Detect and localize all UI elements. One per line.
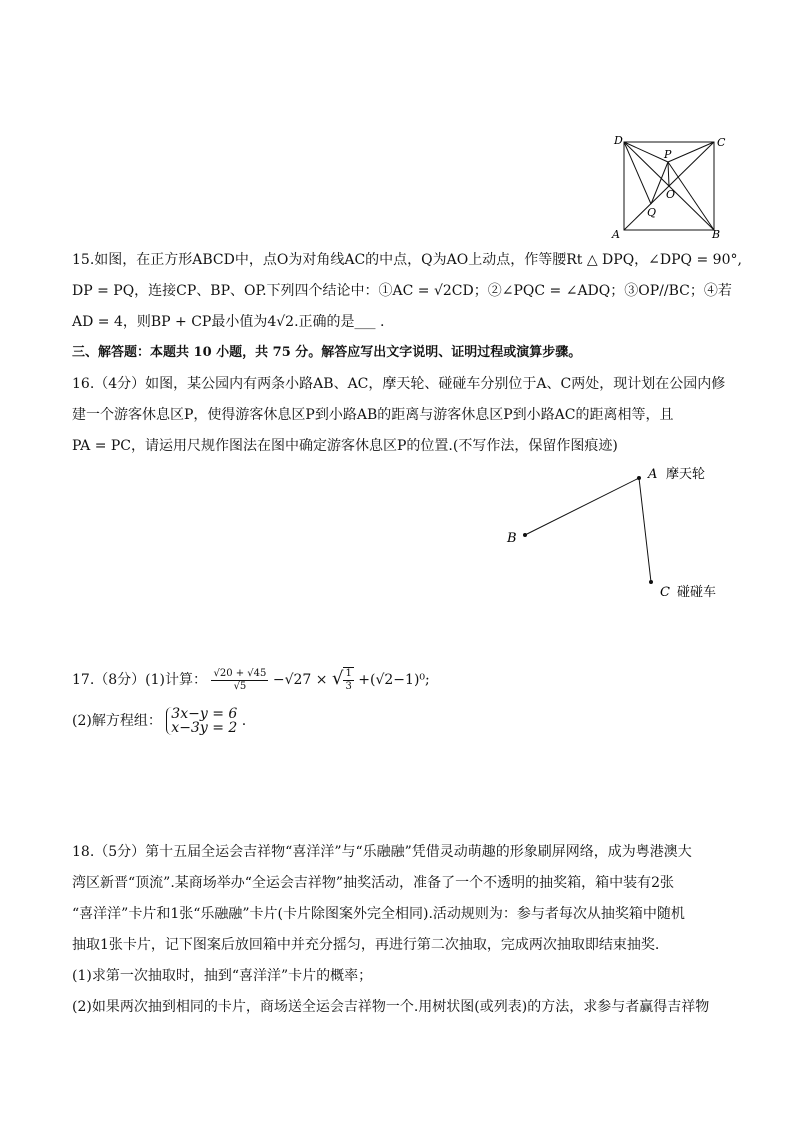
label-c: C xyxy=(717,136,726,149)
q16-paths-figure xyxy=(500,460,740,610)
segment-dp xyxy=(624,142,668,162)
q17-middle-term: −√27 × xyxy=(272,672,328,688)
label-a-name: 摩天轮 xyxy=(666,467,706,482)
section-3-heading: 三、解答题：本题共 10 小题，共 75 分。解答应写出文字说明、证明过程或演算步骤。 xyxy=(72,345,582,360)
q17-part-2 xyxy=(72,706,246,736)
q16-line-3: PA = PC，请运用尺规作图法在图中确定游客休息区P的位置.(不写作法，保留作图痕迹) xyxy=(72,438,618,454)
segment-dq xyxy=(624,142,651,204)
label-q: Q xyxy=(647,206,657,219)
q17-equation-1: 3x−y = 6 xyxy=(171,706,238,722)
q17-equation-2: x−3y = 2 xyxy=(171,720,238,736)
point-a xyxy=(637,476,641,480)
q16-line-2: 建一个游客休息区P，使得游客休息区P到小路AB的距离与游客休息区P到小路AC的距离相等，且 xyxy=(72,407,674,423)
q18-line-6: (2)如果两次抽到相同的卡片，商场送全运会吉祥物一个.用树状图(或列表)的方法，求参与者赢得吉祥物 xyxy=(72,999,710,1015)
q17-fraction-numerator: √20 + √45 xyxy=(213,667,267,679)
q15-square-figure xyxy=(606,130,726,242)
q17-tail: +(√2−1)⁰; xyxy=(358,672,430,688)
path-ac xyxy=(639,478,651,582)
label-a: A xyxy=(612,228,620,241)
q18-line-2: 湾区新晋“顶流”.某商场举办“全运会吉祥物”抽奖活动，准备了一个不透明的抽奖箱，箱中装有2张 xyxy=(72,875,674,891)
q17-sqrt-sign: √ xyxy=(331,668,344,689)
point-b xyxy=(523,533,527,537)
label-b: B xyxy=(507,531,517,546)
path-ab xyxy=(525,478,639,535)
q17-equation-system xyxy=(166,707,237,735)
q17-part-1 xyxy=(72,664,430,695)
label-b: B xyxy=(712,228,721,241)
q15-line-2: DP = PQ，连接CP、BP、OP.下列四个结论中：①AC = √2CD；②∠PQC = ∠ADQ；③OP//BC；④若 xyxy=(72,283,732,299)
label-c-name: 碰碰车 xyxy=(677,585,717,600)
label-o: O xyxy=(666,188,676,201)
q17-fraction-denominator: √5 xyxy=(233,680,247,692)
q17-prefix: 17.（8分）(1)计算： xyxy=(72,672,208,688)
q17-sqrt-denominator: 3 xyxy=(345,681,352,692)
q17-fraction xyxy=(211,668,268,693)
q15-line-1: 15.如图，在正方形ABCD中，点O为对角线AC的中点，Q为AO上动点，作等腰Rt △ DPQ，∠DPQ = 90°, xyxy=(72,252,742,268)
q17-sqrt-fraction xyxy=(343,667,353,693)
q18-line-5: (1)求第一次抽取时，抽到“喜洋洋”卡片的概率； xyxy=(72,968,373,984)
label-p: P xyxy=(664,148,672,161)
q15-line-3: AD = 4，则BP + CP最小值为4√2.正确的是___ . xyxy=(72,314,385,330)
segment-pc xyxy=(668,142,714,162)
segment-po xyxy=(668,162,669,186)
label-a: A xyxy=(648,467,658,482)
q17-sqrt-numerator: 1 xyxy=(345,668,352,679)
q18-line-3: “喜洋洋”卡片和1张“乐融融”卡片(卡片除图案外完全相同).活动规则为：参与者每次从抽奖箱中随机 xyxy=(72,906,685,922)
q16-line-1: 16.（4分）如图，某公园内有两条小路AB、AC，摩天轮、碰碰车分别位于A、C两处，现计划在公园内修 xyxy=(72,376,726,392)
q17-equation-end: . xyxy=(241,713,247,729)
label-d: D xyxy=(614,134,623,147)
point-c xyxy=(649,580,653,584)
q17-part2-prefix: (2)解方程组： xyxy=(72,713,162,729)
q18-line-1: 18.（5分）第十五届全运会吉祥物“喜洋洋”与“乐融融”凭借灵动萌趣的形象刷屏网络，成为粤港澳大 xyxy=(72,844,692,860)
q18-line-4: 抽取1张卡片，记下图案后放回箱中并充分摇匀，再进行第二次抽取，完成两次抽取即结束抽奖. xyxy=(72,937,660,953)
label-c: C xyxy=(660,585,670,600)
